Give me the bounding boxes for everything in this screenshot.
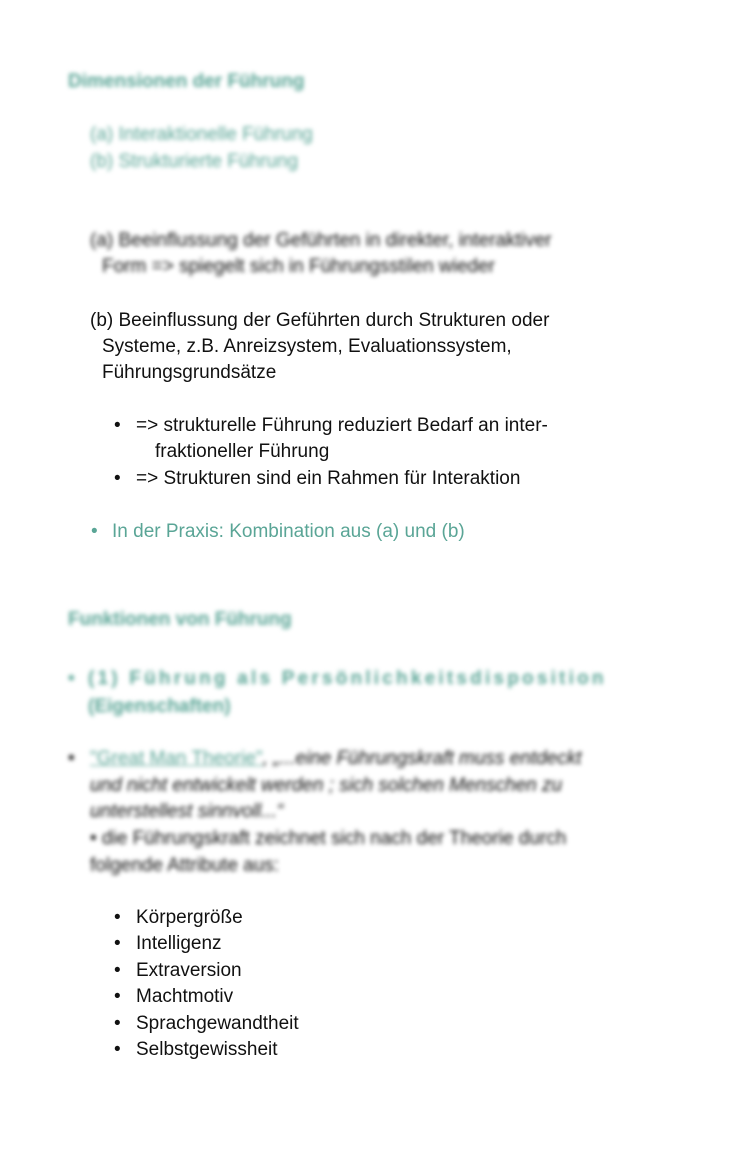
great-man-link[interactable]: "Great Man Theorie" <box>90 748 263 769</box>
para-a-line2: Form => spiegelt sich in Führungsstilen wieder <box>102 256 495 277</box>
para-a-line1: (a) Beeinflussung der Geführten in direkter, interaktiver <box>90 230 552 251</box>
great-man-attr-line1: • die Führungskraft zeichnet sich nach der Theorie durch <box>90 828 567 849</box>
dimension-item-b: (b) Strukturierte Führung <box>90 151 299 172</box>
bullet-dot: • <box>68 748 75 769</box>
attribute-item: Machtmotiv <box>136 986 234 1007</box>
bullet-dot: • <box>114 907 121 928</box>
section-title-dimensionen: Dimensionen der Führung <box>68 71 305 92</box>
point1-line1: (1) Führung als Persönlichkeitsdisposition <box>88 668 607 689</box>
bullet-dot: • <box>114 468 121 489</box>
bullet-dot: • <box>114 1039 121 1060</box>
attribute-item: Intelligenz <box>136 933 222 954</box>
great-man-quote-line2: und nicht entwickelt werden ; sich solchen Menschen zu <box>90 775 563 796</box>
point1-line2: (Eigenschaften) <box>88 696 231 717</box>
praxis-line: In der Praxis: Kombination aus (a) und (b) <box>112 521 465 542</box>
para-b-line3: Führungsgrundsätze <box>102 362 277 383</box>
sub-bullet-1-line2: fraktioneller Führung <box>155 441 330 462</box>
bullet-dot: • <box>91 521 98 542</box>
section-title-funktionen: Funktionen von Führung <box>68 609 292 630</box>
dimension-item-a: (a) Interaktionelle Führung <box>90 124 313 145</box>
bullet-dot: • <box>114 1013 121 1034</box>
attribute-item: Sprachgewandtheit <box>136 1013 299 1034</box>
attribute-item: Körpergröße <box>136 907 243 928</box>
bullet-dot: • <box>114 933 121 954</box>
great-man-quote-line3: unterstellest sinnvoll...“ <box>90 801 284 822</box>
bullet-dot: • <box>114 415 121 436</box>
bullet-dot: • <box>68 668 78 689</box>
sub-bullet-1-line1: => strukturelle Führung reduziert Bedarf an inter- <box>136 415 548 436</box>
great-man-quote-line1: , „...eine Führungskraft muss entdeckt <box>262 748 582 769</box>
para-b-line1: (b) Beeinflussung der Geführten durch Strukturen oder <box>90 310 550 331</box>
attribute-item: Extraversion <box>136 960 242 981</box>
attribute-item: Selbstgewissheit <box>136 1039 278 1060</box>
bullet-dot: • <box>114 986 121 1007</box>
para-b-line2: Systeme, z.B. Anreizsystem, Evaluationssystem, <box>102 336 512 357</box>
bullet-dot: • <box>114 960 121 981</box>
great-man-attr-line2: folgende Attribute aus: <box>90 855 280 876</box>
sub-bullet-2: => Strukturen sind ein Rahmen für Interaktion <box>136 468 521 489</box>
